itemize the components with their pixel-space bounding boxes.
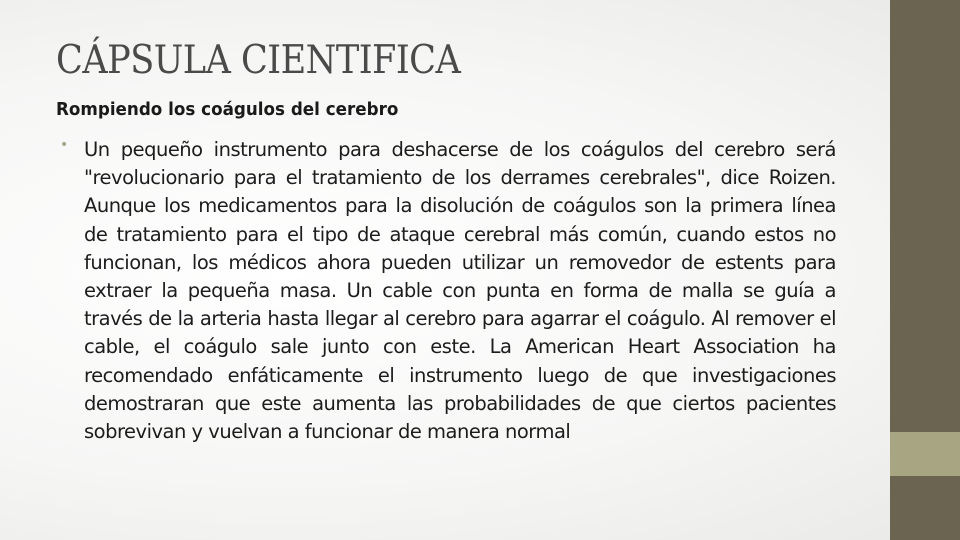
- slide-subtitle: Rompiendo los coágulos del cerebro: [56, 99, 399, 120]
- sidebar-bottom-band: [890, 476, 960, 540]
- sidebar-accent-band: [890, 432, 960, 476]
- bullet-icon: •: [60, 137, 69, 153]
- slide-title: CÁPSULA CIENTIFICA: [56, 38, 461, 83]
- slide-body-paragraph: Un pequeño instrumento para deshacerse de los coágulos del cerebro será "revolucionario para el tratamiento de los derrames cerebrales", dice Roizen. Aunque los medicamentos para la disolución de coágulos son la primera línea de tratamiento para el tipo de ataque cerebral más común, cuando estos no funcionan, los médicos ahora pueden utilizar un removedor de estents para extraer la pequeña masa. Un cable con punta en forma de malla se guía a través de la arteria hasta llegar al cerebro para agarrar el coágulo. Al remover el cable, el coágulo sale junto con este. La American Heart Association ha recomendado enfáticamente el instrumento luego de que investigaciones demostraran que este aumenta las probabilidades de que ciertos pacientes sobrevivan y vuelvan a funcionar de manera normal: [84, 138, 836, 444]
- sidebar-top-band: [890, 0, 960, 432]
